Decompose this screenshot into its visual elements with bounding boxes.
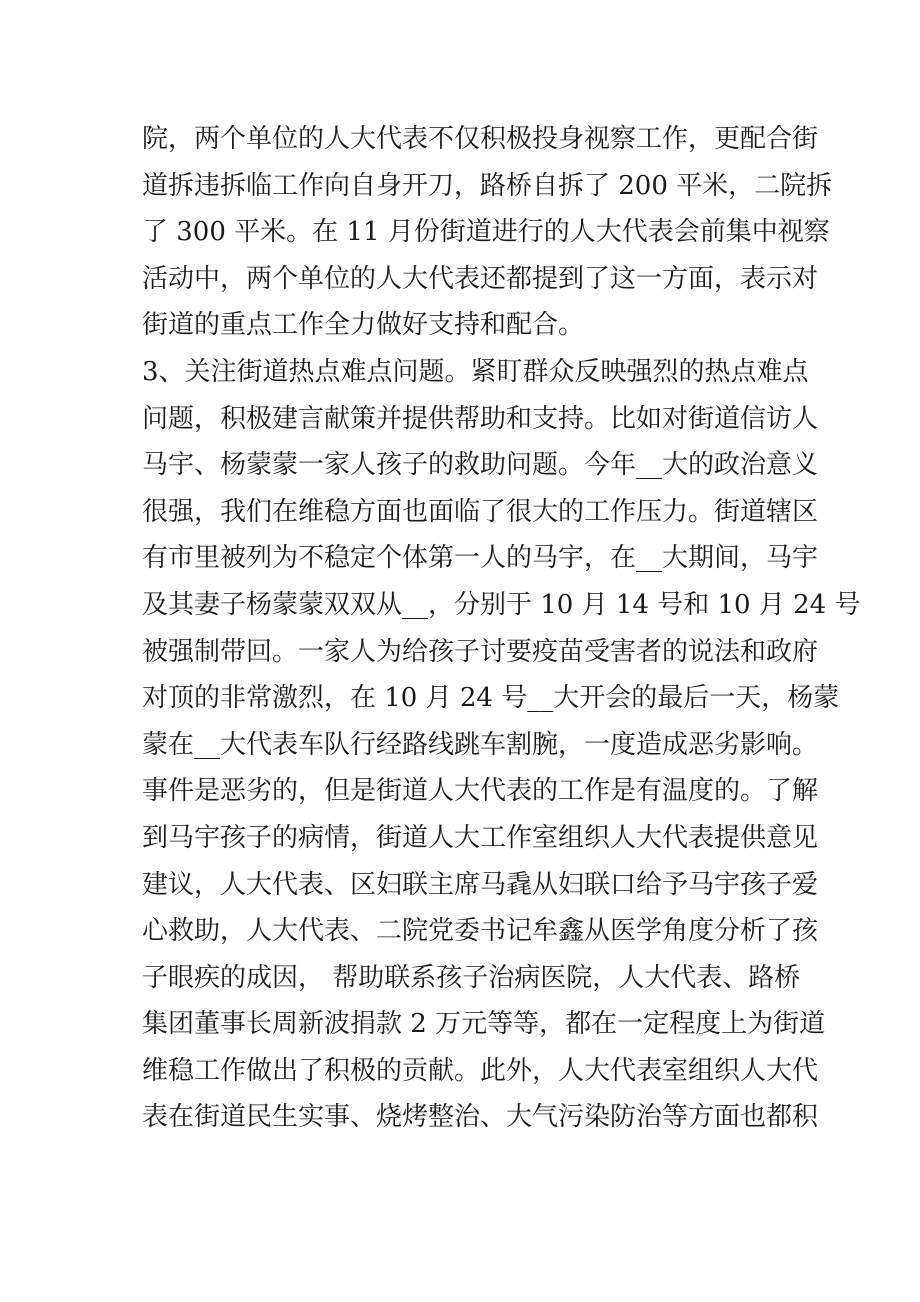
text-line-5: 街道的重点工作全力做好支持和配合。 — [142, 310, 585, 341]
text-line-4: 活动中，两个单位的人大代表还都提到了这一方面，表示对 — [142, 263, 819, 294]
text-line-14: 蒙在__大代表车队行经路线跳车割腕，一度造成恶劣影响。 — [142, 729, 819, 760]
text-line-8: 马宇、杨蒙蒙一家人孩子的救助问题。今年__大的政治意义 — [142, 450, 819, 481]
text-line-19: 子眼疾的成因， 帮助联系孩子治病医院，人大代表、路桥 — [142, 962, 801, 993]
text-line-10: 有市里被列为不稳定个体第一人的马宇，在__大期间，马宇 — [142, 543, 819, 574]
text-line-12: 被强制带回。一家人为给孩子讨要疫苗受害者的说法和政府 — [142, 636, 819, 667]
text-line-11: 及其妻子杨蒙蒙双双从__，分别于 10 月 14 号和 10 月 24 号 — [142, 589, 861, 620]
text-line-6: 3、关注街道热点难点问题。紧盯群众反映强烈的热点难点 — [142, 356, 809, 387]
text-line-3: 了 300 平米。在 11 月份街道进行的人大代表会前集中视察 — [142, 217, 830, 248]
text-line-7: 问题，积极建言献策并提供帮助和支持。比如对街道信访人 — [142, 403, 819, 434]
text-line-15: 事件是恶劣的，但是街道人大代表的工作是有温度的。了解 — [142, 776, 819, 807]
text-line-16: 到马宇孩子的病情，街道人大工作室组织人大代表提供意见 — [142, 822, 819, 853]
text-line-21: 维稳工作做出了积极的贡献。此外，人大代表室组织人大代 — [142, 1055, 819, 1086]
text-line-20: 集团董事长周新波捐款 2 万元等等，都在一定程度上为街道 — [142, 1009, 826, 1040]
document-body — [142, 116, 861, 1141]
text-line-17: 建议，人大代表、区妇联主席马毳从妇联口给予马宇孩子爱 — [142, 869, 819, 900]
text-line-22: 表在街道民生实事、烧烤整治、大气污染防治等方面也都积 — [142, 1102, 819, 1133]
text-line-9: 很强，我们在维稳方面也面临了很大的工作压力。街道辖区 — [142, 496, 819, 527]
text-line-13: 对顶的非常激烈，在 10 月 24 号__大开会的最后一天，杨蒙 — [142, 683, 840, 714]
text-line-18: 心救助，人大代表、二院党委书记牟鑫从医学角度分析了孩 — [142, 916, 819, 947]
text-line-1: 院，两个单位的人大代表不仅积极投身视察工作，更配合街 — [142, 124, 819, 154]
text-line-2: 道拆违拆临工作向自身开刀，路桥自拆了 200 平米，二院拆 — [142, 170, 833, 201]
